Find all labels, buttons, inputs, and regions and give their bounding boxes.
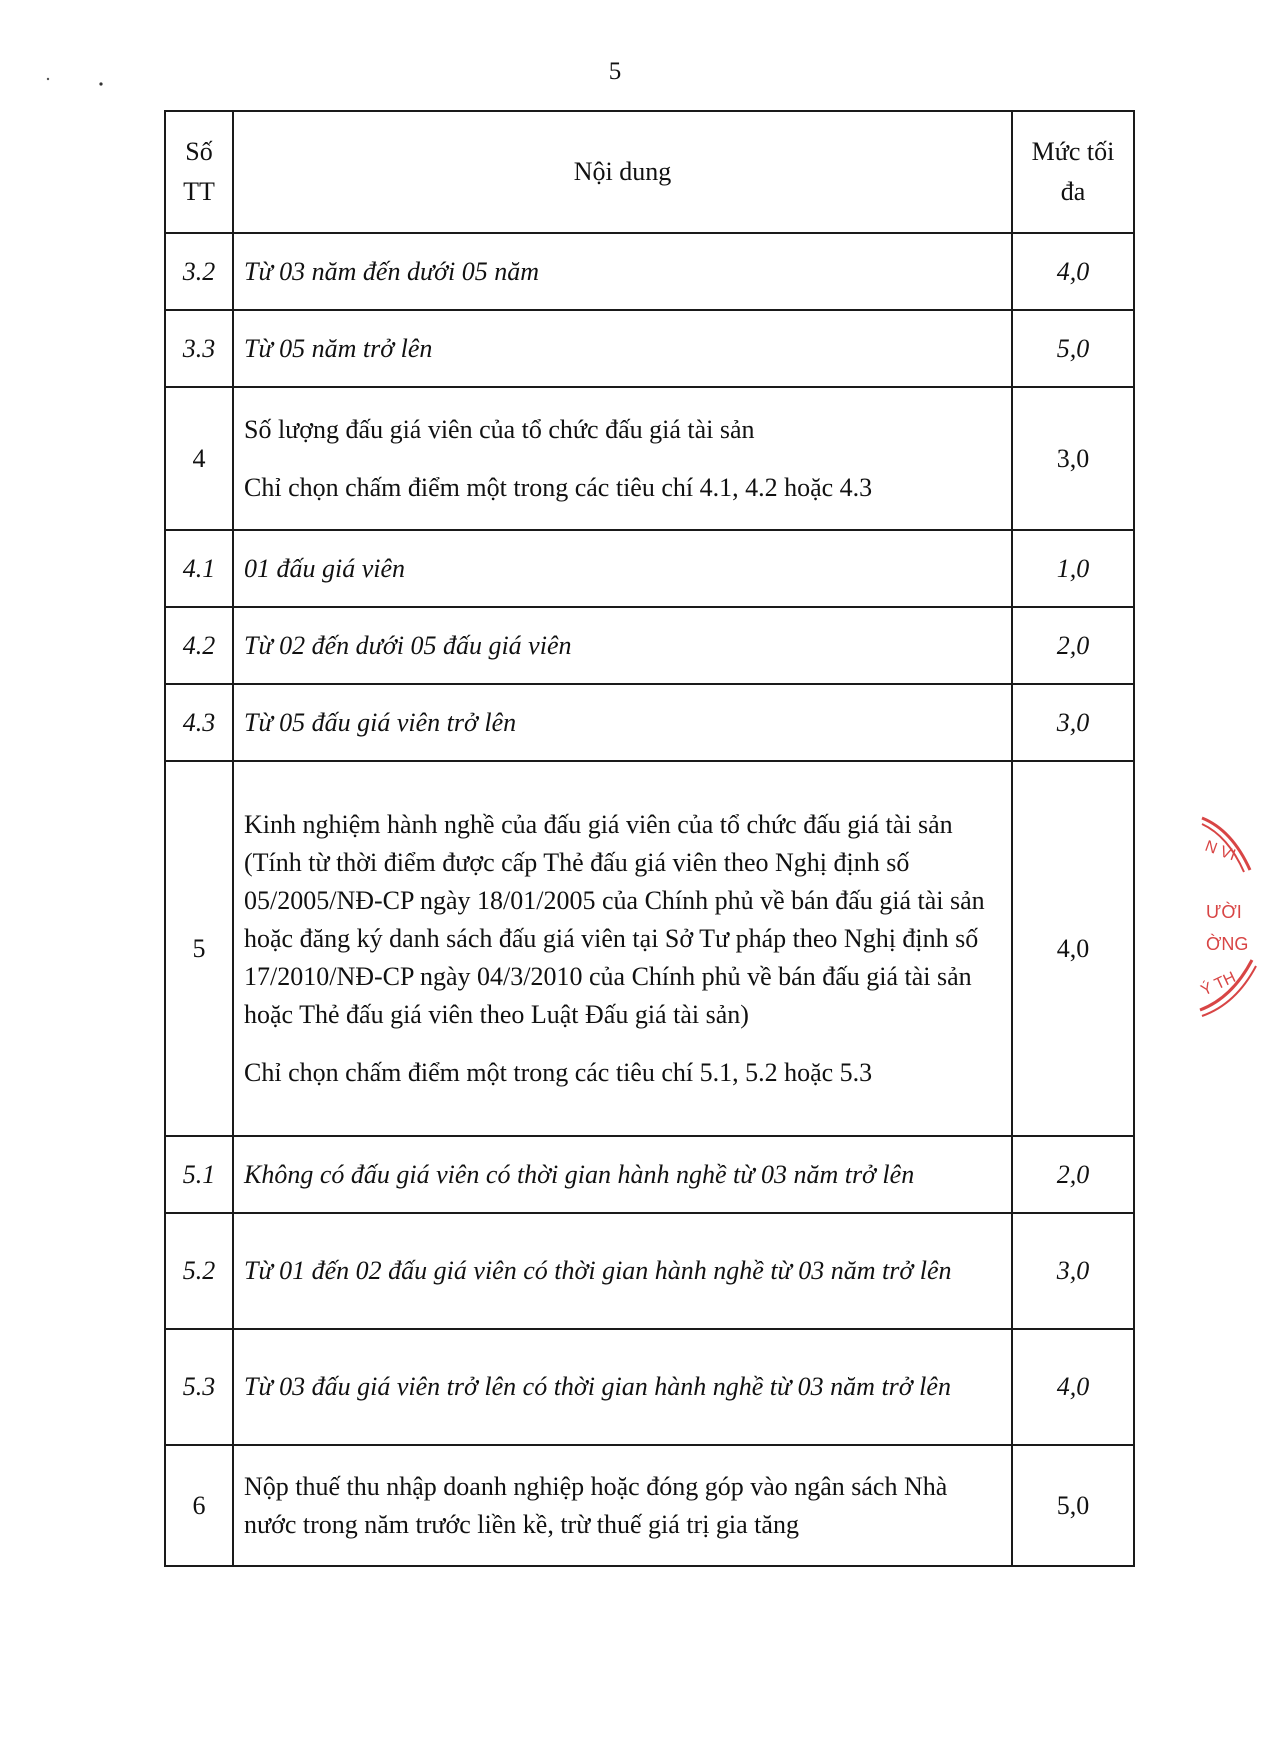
table-header-row — [165, 111, 1134, 233]
table-row — [165, 684, 1134, 761]
content-paragraph: Chỉ chọn chấm điểm một trong các tiêu chí 5.1, 5.2 hoặc 5.3 — [244, 1057, 873, 1087]
content-paragraph: Từ 05 năm trở lên — [244, 333, 433, 363]
cell-stt: 3.3 — [165, 310, 233, 387]
cell-stt: 4.2 — [165, 607, 233, 684]
cell-stt: 5.2 — [165, 1213, 233, 1329]
cell-max-score: 4,0 — [1012, 233, 1134, 310]
cell-content — [233, 684, 1012, 761]
cell-content — [233, 387, 1012, 530]
cell-content — [233, 1445, 1012, 1566]
scan-specks — [46, 76, 106, 101]
content-paragraph: Từ 05 đấu giá viên trở lên — [244, 707, 517, 737]
table-row — [165, 233, 1134, 310]
content-paragraph: Từ 02 đến dưới 05 đấu giá viên — [244, 630, 572, 660]
table-row — [165, 1213, 1134, 1329]
content-paragraph: Không có đấu giá viên có thời gian hành nghề từ 03 năm trở lên — [244, 1159, 915, 1189]
content-paragraph: Từ 03 đấu giá viên trở lên có thời gian hành nghề từ 03 năm trở lên — [244, 1372, 951, 1401]
content-paragraph: Kinh nghiệm hành nghề của đấu giá viên của tổ chức đấu giá tài sản (Tính từ thời điểm được cấp Thẻ đấu giá viên theo Nghị định số 05/2005/NĐ-CP ngày 18/01/2005 của Chính phủ về bán đấu giá tài sản hoặc đăng ký danh sách đấu giá viên tại Sở Tư pháp theo Nghị định số 17/2010/NĐ-CP ngày 04/3/2010 của Chính phủ về bán đấu giá tài sản hoặc Thẻ đấu giá viên theo Luật Đấu giá tài sản) — [244, 809, 985, 1029]
cell-stt: 4.3 — [165, 684, 233, 761]
cell-max-score: 4,0 — [1012, 1329, 1134, 1445]
content-paragraph: Từ 03 năm đến dưới 05 năm — [244, 256, 540, 286]
table-row — [165, 387, 1134, 530]
cell-max-score: 3,0 — [1012, 1213, 1134, 1329]
cell-content — [233, 310, 1012, 387]
svg-text:N VI: N VI — [1202, 837, 1238, 865]
cell-max-score: 2,0 — [1012, 1136, 1134, 1213]
content-paragraph: Số lượng đấu giá viên của tổ chức đấu giá tài sản — [244, 414, 755, 444]
table-row — [165, 607, 1134, 684]
svg-text:Ý TH: Ý TH — [1198, 968, 1239, 1000]
cell-content — [233, 607, 1012, 684]
cell-max-score: 5,0 — [1012, 1445, 1134, 1566]
cell-content — [233, 1213, 1012, 1329]
table-row — [165, 310, 1134, 387]
table-row — [165, 761, 1134, 1136]
content-paragraph: Nộp thuế thu nhập doanh nghiệp hoặc đóng góp vào ngân sách Nhà nước trong năm trước liền kề, trừ thuế giá trị gia tăng — [244, 1471, 948, 1539]
cell-stt: 3.2 — [165, 233, 233, 310]
table-row — [165, 530, 1134, 607]
cell-max-score: 4,0 — [1012, 761, 1134, 1136]
cell-stt: 5 — [165, 761, 233, 1136]
table-body — [165, 233, 1134, 1566]
content-paragraph: 01 đấu giá viên — [244, 553, 406, 583]
cell-stt: 5.3 — [165, 1329, 233, 1445]
table-row — [165, 1445, 1134, 1566]
cell-content — [233, 530, 1012, 607]
header-content: Nội dung — [233, 111, 1012, 233]
table-row — [165, 1136, 1134, 1213]
red-seal-stamp — [1192, 810, 1272, 1030]
cell-max-score: 1,0 — [1012, 530, 1134, 607]
svg-text:ỜNG: ỜNG — [1206, 934, 1249, 954]
table-row — [165, 1329, 1134, 1445]
header-stt: Số TT — [165, 111, 233, 233]
content-paragraph: Chỉ chọn chấm điểm một trong các tiêu chí 4.1, 4.2 hoặc 4.3 — [244, 472, 873, 502]
cell-stt: 6 — [165, 1445, 233, 1566]
cell-max-score: 3,0 — [1012, 387, 1134, 530]
cell-stt: 4 — [165, 387, 233, 530]
cell-content — [233, 233, 1012, 310]
cell-stt: 5.1 — [165, 1136, 233, 1213]
page-number: 5 — [608, 58, 622, 85]
scoring-table — [164, 110, 1135, 1567]
content-paragraph: Từ 01 đến 02 đấu giá viên có thời gian hành nghề từ 03 năm trở lên — [244, 1256, 952, 1285]
cell-max-score: 5,0 — [1012, 310, 1134, 387]
cell-content — [233, 1329, 1012, 1445]
cell-content — [233, 1136, 1012, 1213]
cell-max-score: 3,0 — [1012, 684, 1134, 761]
header-max-score: Mức tối đa — [1012, 111, 1134, 233]
cell-content — [233, 761, 1012, 1136]
cell-stt: 4.1 — [165, 530, 233, 607]
svg-text:ƯỜI: ƯỜI — [1206, 902, 1242, 922]
cell-max-score: 2,0 — [1012, 607, 1134, 684]
